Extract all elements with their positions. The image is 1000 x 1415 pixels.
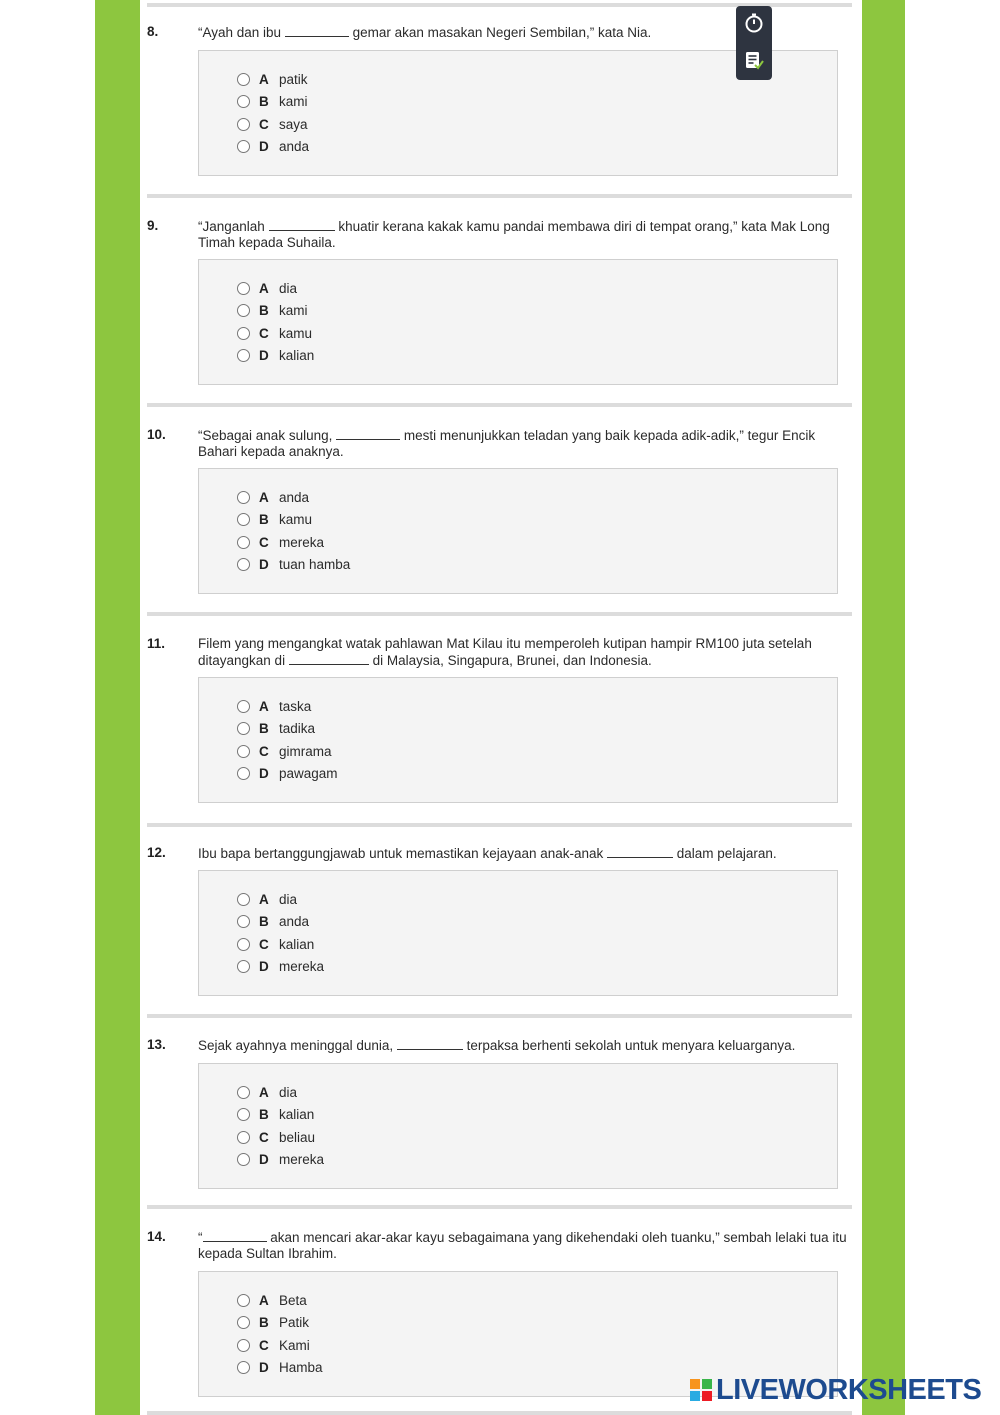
question-text: “ akan mencari akar-akar kayu sebagaimana yang dikehendaki oleh tuanku,” sembah lelaki tua itu kepada Sultan Ibrahim. [198, 1230, 847, 1261]
radio-button[interactable] [237, 1316, 250, 1329]
options-box [198, 259, 838, 385]
option-a[interactable]: A dia [237, 279, 297, 297]
question-number: 11. [147, 636, 166, 651]
question-number: 10. [147, 427, 166, 442]
options-box [198, 677, 838, 803]
question-number: 13. [147, 1037, 166, 1052]
radio-button[interactable] [237, 960, 250, 973]
separator [147, 403, 852, 407]
question-text: Sejak ayahnya meninggal dunia, terpaksa berhenti sekolah untuk menyara keluarganya. [198, 1038, 796, 1053]
radio-button[interactable] [237, 536, 250, 549]
separator [147, 194, 852, 198]
page-margin-right [905, 0, 1000, 1415]
option-c[interactable]: C Kami [237, 1336, 310, 1354]
radio-button[interactable] [237, 893, 250, 906]
question-number: 8. [147, 24, 159, 39]
option-c[interactable]: C kalian [237, 935, 314, 953]
page-margin-left [0, 0, 95, 1415]
finish-icon[interactable] [744, 50, 764, 70]
answer-blank [289, 652, 369, 665]
answer-blank [336, 427, 400, 440]
worksheet-toolbar [736, 6, 772, 80]
option-b[interactable]: B anda [237, 912, 309, 930]
radio-button[interactable] [237, 349, 250, 362]
radio-button[interactable] [237, 513, 250, 526]
radio-button[interactable] [237, 722, 250, 735]
question-number: 14. [147, 1229, 166, 1244]
options-box [198, 468, 838, 594]
option-a[interactable]: A taska [237, 697, 311, 715]
option-d[interactable]: D pawagam [237, 764, 338, 782]
radio-button[interactable] [237, 73, 250, 86]
question-text: “Sebagai anak sulung, mesti menunjukkan teladan yang baik kepada adik-adik,” tegur Encik Bahari kepada anaknya. [198, 428, 816, 459]
answer-blank [285, 24, 349, 37]
radio-button[interactable] [237, 1086, 250, 1099]
radio-button[interactable] [237, 282, 250, 295]
radio-button[interactable] [237, 915, 250, 928]
separator [147, 612, 852, 616]
option-c[interactable]: C gimrama [237, 742, 332, 760]
separator [147, 1014, 852, 1018]
radio-button[interactable] [237, 1153, 250, 1166]
option-d[interactable]: D mereka [237, 1150, 324, 1168]
options-box [198, 1063, 838, 1189]
question-text: Filem yang mengangkat watak pahlawan Mat Kilau itu memperoleh kutipan hampir RM100 juta setelah ditayangkan di di Malaysia, Singapura, Brunei, dan Indonesia. [198, 636, 812, 668]
answer-blank [203, 1229, 267, 1242]
radio-button[interactable] [237, 1131, 250, 1144]
options-box [198, 870, 838, 996]
radio-button[interactable] [237, 1294, 250, 1307]
radio-button[interactable] [237, 700, 250, 713]
option-a[interactable]: A dia [237, 1083, 297, 1101]
radio-button[interactable] [237, 938, 250, 951]
option-d[interactable]: D mereka [237, 957, 324, 975]
option-c[interactable]: C kamu [237, 324, 312, 342]
option-d[interactable]: D kalian [237, 346, 314, 364]
radio-button[interactable] [237, 1361, 250, 1374]
brand-name: LIVEWORKSHEETS [716, 1373, 982, 1406]
green-border-right [862, 0, 905, 1415]
radio-button[interactable] [237, 491, 250, 504]
separator [147, 823, 852, 827]
radio-button[interactable] [237, 767, 250, 780]
green-border-left [95, 0, 140, 1415]
option-c[interactable]: C saya [237, 115, 308, 133]
option-b[interactable]: B Patik [237, 1313, 309, 1331]
separator [147, 1205, 852, 1209]
radio-button[interactable] [237, 1339, 250, 1352]
option-b[interactable]: B kami [237, 92, 308, 110]
question-text: “Ayah dan ibu gemar akan masakan Negeri Sembilan,” kata Nia. [198, 25, 652, 40]
answer-blank [607, 845, 673, 858]
radio-button[interactable] [237, 1108, 250, 1121]
radio-button[interactable] [237, 558, 250, 571]
answer-blank [397, 1037, 463, 1050]
option-c[interactable]: C mereka [237, 533, 324, 551]
option-d[interactable]: D anda [237, 137, 309, 155]
question-number: 12. [147, 845, 166, 860]
question-number: 9. [147, 218, 159, 233]
radio-button[interactable] [237, 118, 250, 131]
radio-button[interactable] [237, 140, 250, 153]
option-b[interactable]: B kamu [237, 510, 312, 528]
radio-button[interactable] [237, 95, 250, 108]
option-d[interactable]: D Hamba [237, 1358, 323, 1376]
option-a[interactable]: A dia [237, 890, 297, 908]
option-b[interactable]: B kalian [237, 1105, 314, 1123]
option-a[interactable]: A anda [237, 488, 309, 506]
option-a[interactable]: A Beta [237, 1291, 307, 1309]
option-a[interactable]: A patik [237, 70, 308, 88]
timer-icon[interactable] [744, 13, 764, 33]
radio-button[interactable] [237, 327, 250, 340]
option-b[interactable]: B tadika [237, 719, 315, 737]
radio-button[interactable] [237, 745, 250, 758]
liveworksheets-logo [690, 1375, 981, 1405]
answer-blank [269, 218, 335, 231]
option-b[interactable]: B kami [237, 301, 308, 319]
question-text: Ibu bapa bertanggungjawab untuk memastikan kejayaan anak-anak dalam pelajaran. [198, 846, 777, 861]
logo-mark-icon [690, 1379, 712, 1401]
separator [147, 1411, 852, 1415]
option-c[interactable]: C beliau [237, 1128, 315, 1146]
radio-button[interactable] [237, 304, 250, 317]
question-text: “Janganlah khuatir kerana kakak kamu pandai membawa diri di tempat orang,” kata Mak Long Timah kepada Suhaila. [198, 219, 830, 250]
option-d[interactable]: D tuan hamba [237, 555, 350, 573]
